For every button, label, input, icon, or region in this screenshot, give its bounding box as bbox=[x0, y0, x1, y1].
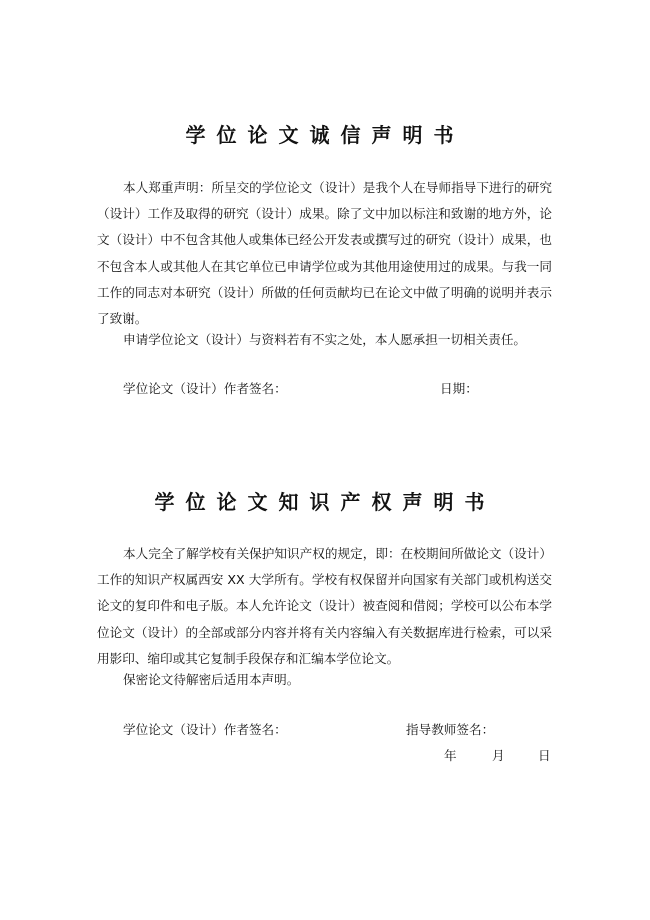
month-label: 月 bbox=[492, 748, 505, 763]
honesty-liability-paragraph: 申请学位论文（设计）与资料若有不实之处，本人愿承担一切相关责任。 bbox=[123, 332, 526, 347]
honesty-author-signature-label: 学位论文（设计）作者签名： bbox=[123, 381, 287, 396]
honesty-declaration-title: 学位论文诚信声明书 bbox=[185, 123, 465, 147]
advisor-signature-label: 指导教师签名： bbox=[406, 722, 495, 737]
confidential-thesis-note: 保密论文待解密后适用本声明。 bbox=[123, 672, 300, 687]
year-label: 年 bbox=[444, 748, 457, 763]
copyright-author-signature-label: 学位论文（设计）作者签名： bbox=[123, 722, 287, 737]
day-label: 日 bbox=[538, 748, 551, 763]
honesty-declaration-paragraph: 本人郑重声明：所呈交的学位论文（设计）是我个人在导师指导下进行的研究（设计）工作及取得的研究（设计）成果。除了文中加以标注和致谢的地方外，论文（设计）中不包含其他人或集体已经公开发表或撰写过的研究（设计）成果，也不包含本人或其他人在其它单位已申请学位或为其他用途使用过的成果。与我一同工作的同志对本研究（设计）所做的任何贡献均已在论文中做了明确的说明并表示了致谢。 bbox=[97, 180, 552, 327]
copyright-declaration-title: 学位论文知识产权声明书 bbox=[154, 490, 496, 514]
honesty-date-label: 日期： bbox=[440, 381, 478, 396]
copyright-declaration-paragraph: 本人完全了解学校有关保护知识产权的规定，即：在校期间所做论文（设计）工作的知识产权属西安 XX 大学所有。学校有权保留并向国家有关部门或机构送交论文的复印件和电子版。本人允许论文（设计）被查阅和借阅；学校可以公布本学位论文（设计）的全部或部分内容并将有关内容编入有关数据库进行检索，可以采用影印、缩印或其它复制手段保存和汇编本学位论文。 bbox=[97, 546, 552, 666]
